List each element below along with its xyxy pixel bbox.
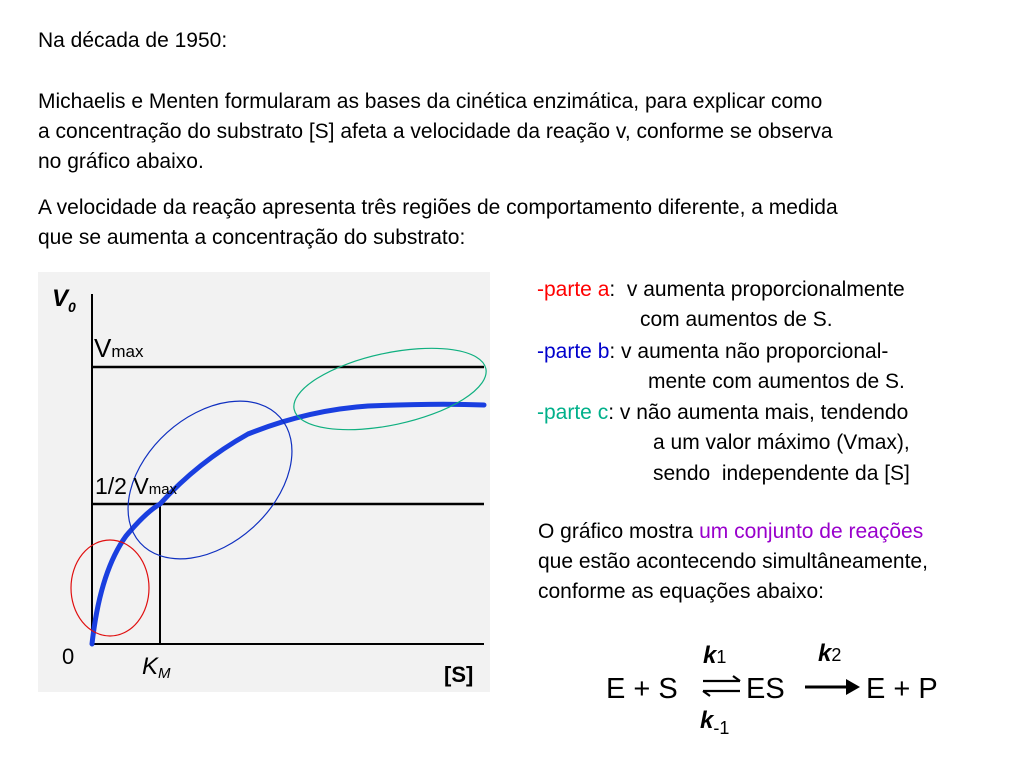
km-label: KM xyxy=(142,653,171,682)
k2-label: k2 xyxy=(818,640,842,667)
products-label: E + P xyxy=(866,673,938,705)
vmax-label: Vmax xyxy=(94,333,144,363)
half-vmax-label: 1/2 Vmax xyxy=(95,473,178,499)
reactants-label: E + S xyxy=(606,673,678,705)
origin-label: 0 xyxy=(62,644,75,669)
summary-text-a: O gráfico mostra xyxy=(538,520,700,543)
part-a-sep: : xyxy=(609,278,616,301)
equilibrium-arrows-icon xyxy=(703,676,740,696)
regions-line-2: que se aumenta a concentração do substrato: xyxy=(38,226,466,249)
intro-line-3: no gráfico abaixo. xyxy=(38,150,204,173)
part-a-label: -parte a xyxy=(537,278,610,301)
part-c-line-1 xyxy=(537,398,908,427)
forward-arrow-icon xyxy=(805,679,860,695)
regions-line-1: A velocidade da reação apresenta três regiões de comportamento diferente, a medida xyxy=(38,196,838,219)
part-c-line-2: a um valor máximo (Vmax), xyxy=(653,431,910,454)
x-axis-label: [S] xyxy=(444,662,474,687)
part-b-line-1 xyxy=(537,337,888,366)
part-b-sep: : xyxy=(609,340,616,363)
part-a-line-1 xyxy=(537,275,905,304)
michaelis-menten-graph xyxy=(38,272,490,692)
summary-line-1 xyxy=(538,517,923,546)
part-b-label: -parte b xyxy=(537,340,610,363)
k-minus1-label: $k_{-1}$ xyxy=(700,707,730,738)
summary-highlight: um conjunto de reações xyxy=(699,520,924,543)
intro-line-2: a concentração do substrato [S] afeta a velocidade da reação v, conforme se observa xyxy=(38,120,833,143)
complex-label: ES xyxy=(746,673,785,705)
intro-line-1: Michaelis e Menten formularam as bases da cinética enzimática, para explicar como xyxy=(38,90,823,113)
part-c-text1: v não aumenta mais, tendendo xyxy=(614,401,909,424)
part-c-line-3: sendo independente da [S] xyxy=(653,462,910,485)
reaction-scheme xyxy=(600,636,960,746)
k1-label: k1 xyxy=(703,642,727,669)
y-axis-label: $V_0$ xyxy=(52,285,76,315)
summary-line-3: conforme as equações abaixo: xyxy=(538,580,825,603)
part-b-line-2: mente com aumentos de S. xyxy=(648,370,905,393)
part-c-label: -parte c xyxy=(537,401,609,424)
part-a-text1: v aumenta proporcionalmente xyxy=(615,278,905,301)
part-c-sep: : xyxy=(608,401,615,424)
heading: Na década de 1950: xyxy=(38,29,228,52)
part-a-line-2: com aumentos de S. xyxy=(640,308,833,331)
part-b-text1: v aumenta não proporcional- xyxy=(615,340,889,363)
summary-line-2: que estão acontecendo simultâneamente, xyxy=(538,550,928,573)
